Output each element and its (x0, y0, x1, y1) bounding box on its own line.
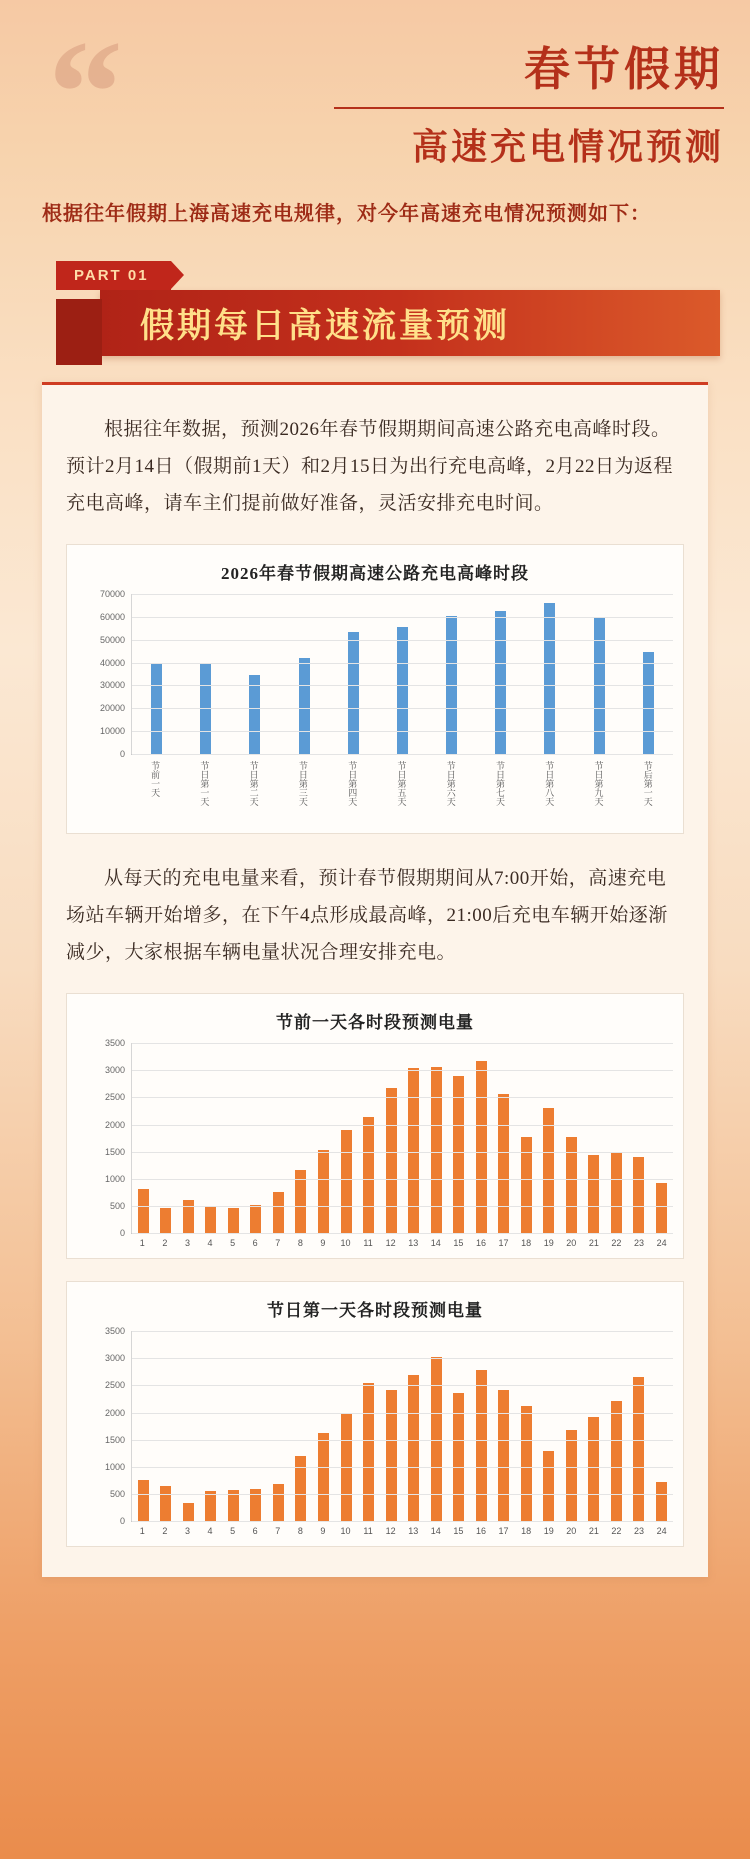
y-axis-tick: 2000 (104, 1407, 125, 1418)
y-axis-tick: 30000 (99, 680, 125, 691)
bar (543, 1451, 554, 1522)
x-axis-tick: 节日第二天 (248, 761, 259, 807)
bar (273, 1484, 284, 1521)
x-axis-tick: 21 (588, 1238, 599, 1249)
y-axis-tick: 1500 (104, 1146, 125, 1157)
gridline (132, 1331, 673, 1332)
bar (656, 1183, 667, 1233)
bar (250, 1205, 261, 1233)
bar (656, 1482, 667, 1521)
bar (588, 1155, 599, 1233)
x-axis-tick: 13 (408, 1238, 419, 1249)
plot-grid (131, 594, 673, 754)
x-axis-tick-wrap (377, 761, 426, 823)
x-axis-tick: 15 (453, 1526, 464, 1537)
x-axis-tick: 节日第三天 (297, 761, 308, 807)
x-axis-tick: 18 (521, 1238, 532, 1249)
part-heading: 假期每日高速流量预测 (140, 308, 510, 346)
x-axis-tick: 11 (363, 1238, 373, 1249)
gridline (132, 594, 673, 595)
x-axis-tick: 17 (498, 1526, 509, 1537)
part-left-accent (56, 299, 102, 365)
x-axis-tick: 节日第六天 (445, 761, 456, 807)
bar (397, 627, 408, 754)
x-axis-tick: 8 (297, 1238, 303, 1249)
bar (295, 1456, 306, 1521)
gridline (132, 1233, 673, 1234)
gridline (132, 1070, 673, 1071)
bar (633, 1157, 644, 1233)
bar (408, 1375, 419, 1522)
y-axis-tick: 1000 (104, 1461, 125, 1472)
bar (160, 1208, 171, 1233)
bar (205, 1207, 216, 1233)
x-axis-tick-wrap (525, 761, 574, 823)
x-axis-tick: 4 (207, 1238, 213, 1249)
bar (476, 1061, 487, 1234)
x-axis-tick: 18 (521, 1526, 532, 1537)
x-axis-tick: 20 (566, 1238, 577, 1249)
plot-grid (131, 1331, 673, 1521)
y-axis-tick: 3500 (104, 1326, 125, 1337)
y-axis-tick: 1000 (104, 1173, 125, 1184)
gridline (132, 640, 673, 641)
gridline (132, 1467, 673, 1468)
paragraph-2: 从每天的充电电量来看，预计春节假期期间从7:00开始，高速充电场站车辆开始增多，在下午4点形成最高峰，21:00后充电车辆开始逐渐减少，大家根据车辆电量状况合理安排充电。 (66, 868, 668, 964)
poster-header (0, 0, 750, 233)
chart-title: 节日第一天各时段预测电量 (267, 1301, 483, 1321)
bar (363, 1117, 374, 1233)
x-axis-tick: 节日第七天 (494, 761, 505, 807)
part-section-header (56, 261, 750, 356)
gridline (132, 685, 673, 686)
bar (386, 1390, 397, 1521)
intro-text: 根据往年假期上海高速充电规律，对今年高速充电情况预测如下： (42, 202, 651, 225)
x-axis-tick: 16 (475, 1238, 486, 1249)
title-divider (334, 107, 724, 109)
bar (588, 1417, 599, 1521)
x-axis-tick: 节后第一天 (642, 761, 653, 807)
x-axis-tick: 12 (385, 1238, 396, 1249)
x-axis-tick-wrap (574, 761, 623, 823)
x-axis-tick-wrap (279, 761, 328, 823)
y-axis (77, 1038, 131, 1239)
x-axis-tick: 10 (340, 1238, 351, 1249)
y-axis-tick: 20000 (99, 703, 125, 714)
x-axis-tick: 9 (320, 1526, 326, 1537)
x-axis-tick: 6 (252, 1526, 258, 1537)
x-axis-tick: 23 (634, 1526, 645, 1537)
y-axis-tick: 40000 (99, 657, 125, 668)
x-axis-tick: 24 (656, 1238, 667, 1249)
bar (299, 658, 310, 754)
bar (183, 1200, 194, 1234)
bar (643, 652, 654, 754)
chart-title: 节前一天各时段预测电量 (276, 1013, 474, 1033)
bar (183, 1503, 194, 1521)
bar (521, 1406, 532, 1521)
x-axis-tick: 5 (230, 1238, 236, 1249)
x-axis-tick: 14 (430, 1238, 441, 1249)
x-axis-tick-wrap (230, 761, 279, 823)
x-axis-tick-wrap (427, 761, 476, 823)
y-axis-tick: 500 (109, 1201, 125, 1212)
part-heading-bar (100, 290, 720, 356)
part-badge: PART 01 (56, 261, 171, 290)
y-axis-tick: 50000 (99, 634, 125, 645)
gridline (132, 731, 673, 732)
x-axis-tick: 6 (252, 1238, 258, 1249)
bar (348, 632, 359, 754)
bar (228, 1208, 239, 1234)
x-axis-tick: 节日第九天 (593, 761, 604, 807)
paragraph-1: 根据往年数据，预测2026年春节假期期间高速公路充电高峰时段。预计2月14日（假期前1天）和2月15日为出行充电高峰，2月22日为返程充电高峰，请车主们提前做好准备，灵活安排充电时间。 (66, 418, 674, 514)
x-axis-tick: 2 (162, 1238, 168, 1249)
x-axis-tick: 4 (207, 1526, 213, 1537)
x-axis-tick: 8 (297, 1526, 303, 1537)
x-axis-tick: 9 (320, 1238, 326, 1249)
x-axis-tick: 24 (656, 1526, 667, 1537)
x-axis-tick: 11 (363, 1526, 373, 1537)
y-axis (77, 589, 131, 760)
gridline (132, 708, 673, 709)
x-axis-tick: 22 (611, 1526, 622, 1537)
chart-plot-area (77, 589, 673, 823)
x-axis-tick: 12 (385, 1526, 396, 1537)
x-axis-tick: 节日第五天 (396, 761, 407, 807)
gridline (132, 1385, 673, 1386)
bar (476, 1370, 487, 1521)
x-axis-tick: 21 (588, 1526, 599, 1537)
x-axis-tick: 10 (340, 1526, 351, 1537)
y-axis (77, 1326, 131, 1527)
chart-plot-area (77, 1038, 673, 1249)
y-axis-tick: 3500 (104, 1038, 125, 1049)
x-axis-tick-wrap (624, 761, 673, 823)
bar (611, 1152, 622, 1233)
y-axis-tick: 2500 (104, 1092, 125, 1103)
x-axis-tick: 19 (543, 1238, 554, 1249)
bar (495, 611, 506, 754)
gridline (132, 1494, 673, 1495)
x-axis-tick-wrap (180, 761, 229, 823)
x-axis-tick: 节日第八天 (544, 761, 555, 807)
x-axis-labels (131, 1234, 673, 1248)
x-axis-tick: 20 (566, 1526, 577, 1537)
bar (273, 1192, 284, 1233)
quote-mark-icon: “ (48, 10, 127, 176)
x-axis-tick: 14 (430, 1526, 441, 1537)
x-axis-labels (131, 755, 673, 823)
bar (408, 1068, 419, 1233)
x-axis-tick: 19 (543, 1526, 554, 1537)
x-axis-tick: 22 (611, 1238, 622, 1249)
x-axis-tick: 5 (230, 1526, 236, 1537)
plot-grid (131, 1043, 673, 1233)
gridline (132, 1440, 673, 1441)
gridline (132, 1097, 673, 1098)
x-axis-tick-wrap (476, 761, 525, 823)
gridline (132, 1521, 673, 1522)
chart-daily-highway-flow (66, 544, 684, 834)
bar (160, 1486, 171, 1521)
x-axis-tick: 3 (184, 1238, 190, 1249)
x-axis-tick: 1 (139, 1238, 145, 1249)
page-subtitle: 高速充电情况预测 (411, 126, 724, 167)
x-axis-tick-wrap (131, 761, 180, 823)
x-axis-tick: 1 (139, 1526, 145, 1537)
x-axis-tick: 2 (162, 1526, 168, 1537)
gridline (132, 1125, 673, 1126)
x-axis-tick: 13 (408, 1526, 419, 1537)
bar (498, 1390, 509, 1521)
y-axis-tick: 60000 (99, 611, 125, 622)
x-axis-tick: 7 (275, 1526, 281, 1537)
bar (453, 1076, 464, 1233)
x-axis-tick: 3 (184, 1526, 190, 1537)
x-axis-tick: 15 (453, 1238, 464, 1249)
bar (633, 1377, 644, 1521)
y-axis-tick: 0 (119, 1516, 125, 1527)
y-axis-tick: 3000 (104, 1353, 125, 1364)
y-axis-tick: 2000 (104, 1119, 125, 1130)
bar (249, 675, 260, 754)
page-title: 春节假期 (524, 44, 724, 95)
x-axis-tick: 17 (498, 1238, 509, 1249)
x-axis-tick: 16 (475, 1526, 486, 1537)
bar (611, 1401, 622, 1522)
x-axis-labels (131, 1522, 673, 1536)
bar (498, 1094, 509, 1233)
y-axis-tick: 2500 (104, 1380, 125, 1391)
bar (386, 1088, 397, 1233)
gridline (132, 1358, 673, 1359)
bar (138, 1189, 149, 1234)
bar (566, 1430, 577, 1521)
chart-pre-holiday-hourly (66, 993, 684, 1259)
bar (138, 1480, 149, 1521)
gridline (132, 1179, 673, 1180)
gridline (132, 1413, 673, 1414)
gridline (132, 754, 673, 755)
bar (363, 1383, 374, 1521)
x-axis-tick: 7 (275, 1238, 281, 1249)
y-axis-tick: 0 (119, 749, 125, 760)
y-axis-tick: 1500 (104, 1434, 125, 1445)
x-axis-tick: 节日第一天 (199, 761, 210, 807)
bar (318, 1433, 329, 1521)
bar (205, 1491, 216, 1521)
y-axis-tick: 10000 (99, 726, 125, 737)
chart-day1-hourly (66, 1281, 684, 1547)
x-axis-tick-wrap (328, 761, 377, 823)
bar-series (132, 594, 673, 754)
bar (431, 1067, 442, 1233)
x-axis-tick: 节日第四天 (347, 761, 358, 807)
y-axis-tick: 70000 (99, 589, 125, 600)
gridline (132, 1152, 673, 1153)
x-axis-tick: 节前一天 (150, 761, 161, 798)
content-card (42, 382, 708, 1577)
chart-title: 2026年春节假期高速公路充电高峰时段 (221, 564, 529, 584)
gridline (132, 663, 673, 664)
y-axis-tick: 3000 (104, 1065, 125, 1076)
gridline (132, 617, 673, 618)
bar-series (132, 1331, 673, 1521)
chart-plot-area (77, 1326, 673, 1537)
bar (318, 1150, 329, 1234)
bar (543, 1108, 554, 1233)
bar-series (132, 1043, 673, 1233)
x-axis-tick: 23 (634, 1238, 645, 1249)
gridline (132, 1043, 673, 1044)
gridline (132, 1206, 673, 1207)
bar (341, 1130, 352, 1233)
y-axis-tick: 0 (119, 1228, 125, 1239)
y-axis-tick: 500 (109, 1489, 125, 1500)
